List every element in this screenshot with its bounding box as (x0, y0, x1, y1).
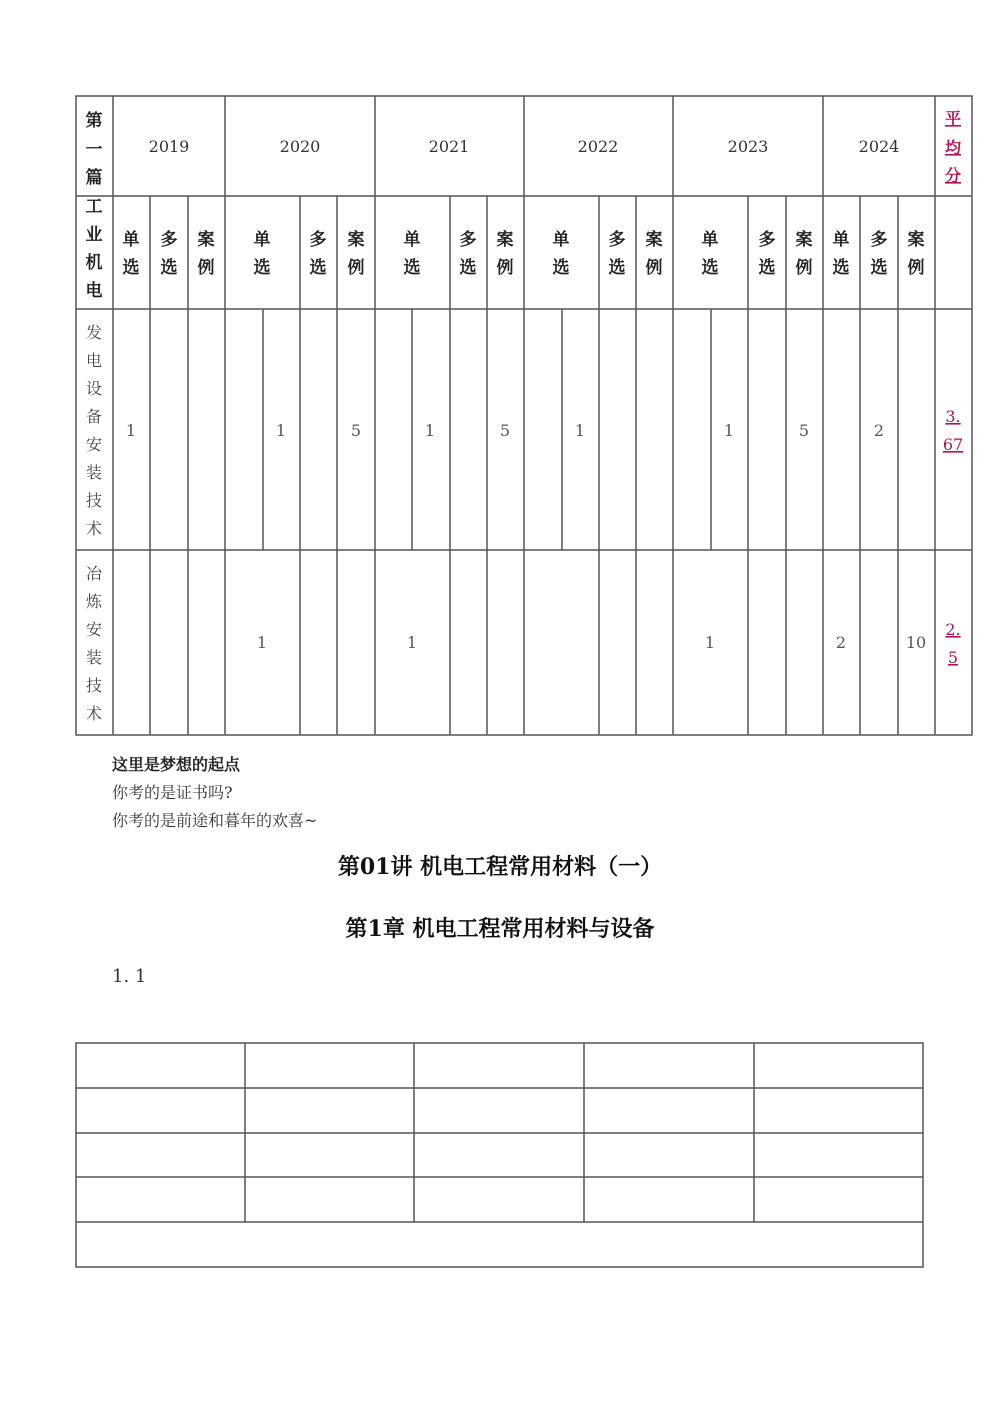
sub-header-multi: 选 (870, 258, 888, 278)
sub-header-single: 单 (701, 230, 719, 250)
average-header-char: 平 (944, 109, 962, 128)
sub-header-multi: 多 (758, 230, 776, 250)
sub-header-case: 例 (347, 258, 365, 278)
sub-header-single: 选 (552, 258, 570, 278)
section-title-char: 机 (85, 253, 103, 273)
year-header: 2024 (858, 137, 900, 156)
section-title-char: 篇 (85, 168, 103, 188)
year-header: 2022 (577, 137, 619, 156)
row-name-power (86, 323, 102, 538)
score-value: 1 (125, 421, 137, 440)
section-number: 1. 1 (112, 966, 147, 987)
score-value: 2 (835, 633, 847, 652)
section-title-char: 工 (85, 197, 103, 217)
sub-header-case: 案 (347, 230, 365, 250)
average-value: 2. (945, 620, 961, 639)
sub-header-single: 单 (832, 230, 850, 250)
intro-line-3: 你考的是前途和暮年的欢喜~ (112, 811, 318, 830)
average-header-char: 分 (944, 166, 962, 185)
sub-header-single: 单 (552, 230, 570, 250)
sub-header-case: 案 (197, 230, 215, 250)
sub-header-single: 单 (253, 230, 271, 250)
year-header: 2019 (148, 137, 190, 156)
section-title-char: 业 (85, 225, 103, 245)
score-value: 1 (424, 421, 436, 440)
row-name-char: 术 (85, 519, 103, 538)
sub-header-single: 单 (403, 230, 421, 250)
score-value: 5 (350, 421, 362, 440)
sub-header-case: 例 (645, 258, 663, 278)
row-name-char: 装 (85, 463, 103, 482)
sub-header-case: 例 (795, 258, 813, 278)
row-name-char: 技 (85, 491, 103, 510)
section-title-char: 一 (85, 140, 103, 160)
sub-header-multi: 多 (870, 230, 888, 250)
row-name-char: 备 (85, 407, 103, 426)
average-value-smelting (945, 620, 960, 667)
sub-header-single: 单 (122, 230, 140, 250)
row-name-char: 术 (85, 704, 103, 723)
row-name-char: 发 (85, 323, 103, 342)
sub-header-single: 选 (122, 258, 140, 278)
sub-header-multi: 选 (608, 258, 626, 278)
row-name-char: 冶 (85, 564, 103, 583)
row-name-char: 安 (85, 435, 103, 454)
average-value: 67 (942, 435, 964, 454)
sub-header-single: 选 (253, 258, 271, 278)
average-header-char: 均 (944, 138, 962, 157)
row-name-char: 技 (85, 676, 103, 695)
sub-header-multi: 选 (459, 258, 477, 278)
row-name-char: 装 (85, 648, 103, 667)
row-name-char: 炼 (85, 592, 103, 611)
sub-header-multi: 选 (160, 258, 178, 278)
row-name-smelting (86, 564, 103, 723)
average-value: 3. (945, 407, 961, 426)
intro-line-2: 你考的是证书吗? (112, 783, 233, 802)
sub-header-multi: 选 (309, 258, 327, 278)
sub-header-multi: 多 (608, 230, 626, 250)
intro-line-1: 这里是梦想的起点 (112, 755, 241, 774)
section-title-char: 电 (85, 281, 103, 301)
sub-header-case: 例 (907, 258, 925, 278)
lecture-title: 第01讲 机电工程常用材料（一） (337, 854, 663, 880)
sub-header-case: 例 (197, 258, 215, 278)
section-title-char: 第 (85, 111, 103, 131)
score-value: 5 (499, 421, 511, 440)
row-name-char: 安 (85, 620, 103, 639)
score-value: 1 (574, 421, 586, 440)
year-header: 2020 (279, 137, 321, 156)
year-header: 2023 (727, 137, 769, 156)
row-name-char: 设 (85, 379, 103, 398)
sub-header-single: 选 (403, 258, 421, 278)
sub-header-single: 选 (701, 258, 719, 278)
row-name-char: 电 (85, 351, 103, 370)
empty-table (0, 1030, 1000, 1280)
sub-header-multi: 选 (758, 258, 776, 278)
section-title (86, 110, 103, 301)
year-header: 2021 (428, 137, 470, 156)
score-value: 1 (704, 633, 716, 652)
average-header (945, 109, 961, 185)
sub-header-case: 例 (496, 258, 514, 278)
sub-header-multi: 多 (309, 230, 327, 250)
average-value-power (943, 407, 963, 454)
sub-header-case: 案 (795, 230, 813, 250)
score-value: 10 (905, 633, 927, 652)
average-value: 5 (947, 648, 959, 667)
chapter-title: 第1章 机电工程常用材料与设备 (345, 916, 655, 942)
score-value: 1 (275, 421, 287, 440)
sub-header-case: 案 (907, 230, 925, 250)
score-value: 1 (406, 633, 418, 652)
sub-header-single: 选 (832, 258, 850, 278)
score-value: 5 (798, 421, 810, 440)
sub-header-case: 案 (496, 230, 514, 250)
score-value: 2 (873, 421, 885, 440)
score-value: 1 (723, 421, 735, 440)
score-value: 1 (256, 633, 268, 652)
sub-header-case: 案 (645, 230, 663, 250)
sub-header-multi: 多 (459, 230, 477, 250)
sub-header-multi: 多 (160, 230, 178, 250)
